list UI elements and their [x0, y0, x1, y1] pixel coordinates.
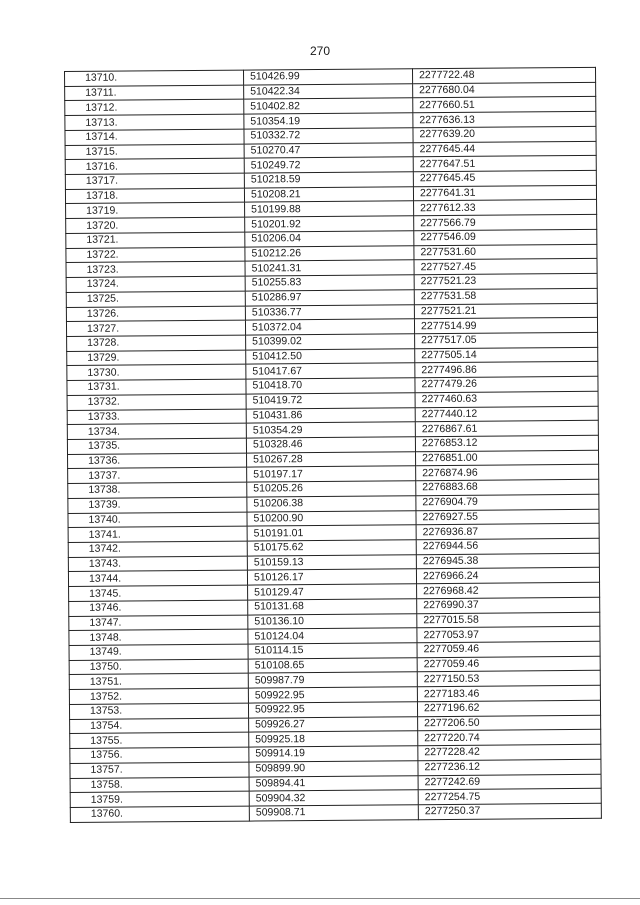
point-number-cell: 13751. [69, 674, 248, 690]
easting-cell: 510332.72 [244, 128, 413, 144]
northing-cell: 2276944.56 [416, 538, 599, 554]
point-number-cell: 13728. [67, 335, 246, 351]
easting-cell: 510114.15 [248, 643, 417, 659]
coordinate-table-container [64, 67, 578, 823]
easting-cell: 510205.26 [247, 481, 416, 497]
point-number-cell: 13739. [68, 497, 247, 513]
point-number-cell: 13729. [67, 350, 246, 366]
point-number-cell: 13720. [66, 217, 245, 233]
easting-cell: 510336.77 [245, 304, 414, 320]
coordinate-table [64, 67, 602, 823]
point-number-cell: 13749. [69, 644, 248, 660]
easting-cell: 510126.17 [247, 569, 416, 585]
northing-cell: 2277496.86 [415, 362, 598, 378]
northing-cell: 2277521.23 [414, 273, 597, 289]
point-number-cell: 13755. [70, 732, 249, 748]
northing-cell: 2277660.51 [413, 97, 596, 113]
point-number-cell: 13750. [69, 659, 248, 675]
point-number-cell: 13744. [68, 571, 247, 587]
easting-cell: 510206.38 [247, 496, 416, 512]
point-number-cell: 13752. [69, 688, 248, 704]
point-number-cell: 13731. [67, 379, 246, 395]
point-number-cell: 13721. [66, 232, 245, 248]
northing-cell: 2277531.58 [414, 288, 597, 304]
easting-cell: 509914.19 [249, 746, 418, 762]
northing-cell: 2277053.97 [417, 627, 600, 643]
point-number-cell: 13711. [65, 85, 244, 101]
northing-cell: 2277566.79 [414, 215, 597, 231]
point-number-cell: 13724. [66, 276, 245, 292]
point-number-cell: 13723. [66, 261, 245, 277]
easting-cell: 510431.86 [246, 407, 415, 423]
easting-cell: 510354.29 [246, 422, 415, 438]
easting-cell: 510372.04 [245, 319, 414, 335]
northing-cell: 2277647.51 [413, 156, 596, 172]
northing-cell: 2276990.37 [417, 597, 600, 613]
northing-cell: 2277196.62 [417, 700, 600, 716]
easting-cell: 509899.90 [249, 761, 418, 777]
point-number-cell: 13719. [66, 203, 245, 219]
northing-cell: 2277479.26 [415, 376, 598, 392]
northing-cell: 2276883.68 [416, 479, 599, 495]
northing-cell: 2276874.96 [416, 465, 599, 481]
easting-cell: 510208.21 [244, 187, 413, 203]
easting-cell: 509922.95 [248, 687, 417, 703]
point-number-cell: 13714. [65, 129, 244, 145]
easting-cell: 510199.88 [245, 201, 414, 217]
easting-cell: 510286.97 [245, 290, 414, 306]
point-number-cell: 13718. [65, 188, 244, 204]
northing-cell: 2277612.33 [414, 200, 597, 216]
northing-cell: 2277645.45 [413, 170, 596, 186]
northing-cell: 2277521.21 [414, 303, 597, 319]
point-number-cell: 13746. [69, 600, 248, 616]
easting-cell: 510328.46 [246, 437, 415, 453]
easting-cell: 510136.10 [248, 613, 417, 629]
northing-cell: 2277220.74 [418, 730, 601, 746]
easting-cell: 510418.70 [246, 378, 415, 394]
point-number-cell: 13742. [68, 541, 247, 557]
point-number-cell: 13712. [65, 100, 244, 116]
northing-cell: 2277505.14 [415, 347, 598, 363]
easting-cell: 510417.67 [246, 363, 415, 379]
northing-cell: 2276904.79 [416, 494, 599, 510]
point-number-cell: 13737. [68, 467, 247, 483]
northing-cell: 2277440.12 [415, 406, 598, 422]
easting-cell: 510249.72 [244, 157, 413, 173]
northing-cell: 2277531.60 [414, 244, 597, 260]
northing-cell: 2277242.69 [418, 774, 601, 790]
point-number-cell: 13730. [67, 364, 246, 380]
easting-cell: 509987.79 [248, 672, 417, 688]
easting-cell: 510241.31 [245, 260, 414, 276]
northing-cell: 2276867.61 [415, 421, 598, 437]
point-number-cell: 13757. [70, 762, 249, 778]
easting-cell: 510419.72 [246, 393, 415, 409]
northing-cell: 2277059.46 [417, 641, 600, 657]
point-number-cell: 13735. [67, 438, 246, 454]
point-number-cell: 13747. [69, 615, 248, 631]
point-number-cell: 13726. [66, 306, 245, 322]
easting-cell: 510270.47 [244, 142, 413, 158]
northing-cell: 2277527.45 [414, 259, 597, 275]
easting-cell: 510197.17 [247, 466, 416, 482]
northing-cell: 2277228.42 [418, 744, 601, 760]
northing-cell: 2276966.24 [416, 568, 599, 584]
point-number-cell: 13748. [69, 629, 248, 645]
easting-cell: 509908.71 [249, 805, 418, 821]
point-number-cell: 13740. [68, 512, 247, 528]
point-number-cell: 13717. [65, 173, 244, 189]
easting-cell: 510175.62 [247, 540, 416, 556]
easting-cell: 510124.04 [248, 628, 417, 644]
northing-cell: 2277546.09 [414, 229, 597, 245]
northing-cell: 2276851.00 [415, 450, 598, 466]
northing-cell: 2277015.58 [417, 612, 600, 628]
point-number-cell: 13734. [67, 423, 246, 439]
easting-cell: 510129.47 [248, 584, 417, 600]
northing-cell: 2276927.55 [416, 509, 599, 525]
northing-cell: 2277680.04 [413, 82, 596, 98]
easting-cell: 510402.82 [244, 98, 413, 114]
easting-cell: 509894.41 [249, 775, 418, 791]
northing-cell: 2277150.53 [417, 671, 600, 687]
point-number-cell: 13758. [70, 777, 249, 793]
easting-cell: 510218.59 [244, 172, 413, 188]
easting-cell: 510108.65 [248, 657, 417, 673]
northing-cell: 2277250.37 [418, 803, 601, 819]
easting-cell: 509904.32 [249, 790, 418, 806]
point-number-cell: 13753. [69, 703, 248, 719]
point-number-cell: 13756. [70, 747, 249, 763]
point-number-cell: 13722. [66, 247, 245, 263]
easting-cell: 510255.83 [245, 275, 414, 291]
easting-cell: 510206.04 [245, 231, 414, 247]
point-number-cell: 13725. [66, 291, 245, 307]
page-number: 270 [309, 44, 331, 58]
point-number-cell: 13727. [66, 320, 245, 336]
easting-cell: 509925.18 [249, 731, 418, 747]
point-number-cell: 13738. [68, 482, 247, 498]
bottom-divider [0, 898, 640, 899]
northing-cell: 2277460.63 [415, 391, 598, 407]
easting-cell: 510422.34 [244, 83, 413, 99]
northing-cell: 2277722.48 [412, 67, 595, 83]
easting-cell: 510159.13 [247, 554, 416, 570]
coordinate-table-body [65, 67, 602, 822]
point-number-cell: 13713. [65, 114, 244, 130]
point-number-cell: 13715. [65, 144, 244, 160]
northing-cell: 2276968.42 [417, 582, 600, 598]
northing-cell: 2277645.44 [413, 141, 596, 157]
point-number-cell: 13710. [65, 70, 244, 86]
northing-cell: 2277183.46 [417, 685, 600, 701]
easting-cell: 509926.27 [249, 716, 418, 732]
easting-cell: 510131.68 [248, 599, 417, 615]
point-number-cell: 13732. [67, 394, 246, 410]
point-number-cell: 13733. [67, 409, 246, 425]
northing-cell: 2277639.20 [413, 126, 596, 142]
easting-cell: 510267.28 [247, 451, 416, 467]
point-number-cell: 13760. [70, 806, 249, 822]
northing-cell: 2277636.13 [413, 111, 596, 127]
northing-cell: 2277236.12 [418, 759, 601, 775]
easting-cell: 510201.92 [245, 216, 414, 232]
point-number-cell: 13759. [70, 791, 249, 807]
point-number-cell: 13745. [69, 585, 248, 601]
northing-cell: 2276853.12 [415, 435, 598, 451]
northing-cell: 2277517.05 [415, 332, 598, 348]
northing-cell: 2277206.50 [418, 715, 601, 731]
easting-cell: 509922.95 [248, 702, 417, 718]
easting-cell: 510412.50 [246, 348, 415, 364]
northing-cell: 2277254.75 [418, 789, 601, 805]
point-number-cell: 13716. [65, 158, 244, 174]
point-number-cell: 13754. [70, 718, 249, 734]
easting-cell: 510212.26 [245, 245, 414, 261]
point-number-cell: 13743. [68, 556, 247, 572]
easting-cell: 510426.99 [243, 69, 412, 85]
easting-cell: 510399.02 [246, 334, 415, 350]
northing-cell: 2276936.87 [416, 524, 599, 540]
table-row [70, 803, 601, 822]
easting-cell: 510354.19 [244, 113, 413, 129]
point-number-cell: 13741. [68, 526, 247, 542]
easting-cell: 510191.01 [247, 525, 416, 541]
northing-cell: 2277514.99 [414, 318, 597, 334]
northing-cell: 2276945.38 [416, 553, 599, 569]
northing-cell: 2277059.46 [417, 656, 600, 672]
point-number-cell: 13736. [68, 453, 247, 469]
easting-cell: 510200.90 [247, 510, 416, 526]
northing-cell: 2277641.31 [413, 185, 596, 201]
